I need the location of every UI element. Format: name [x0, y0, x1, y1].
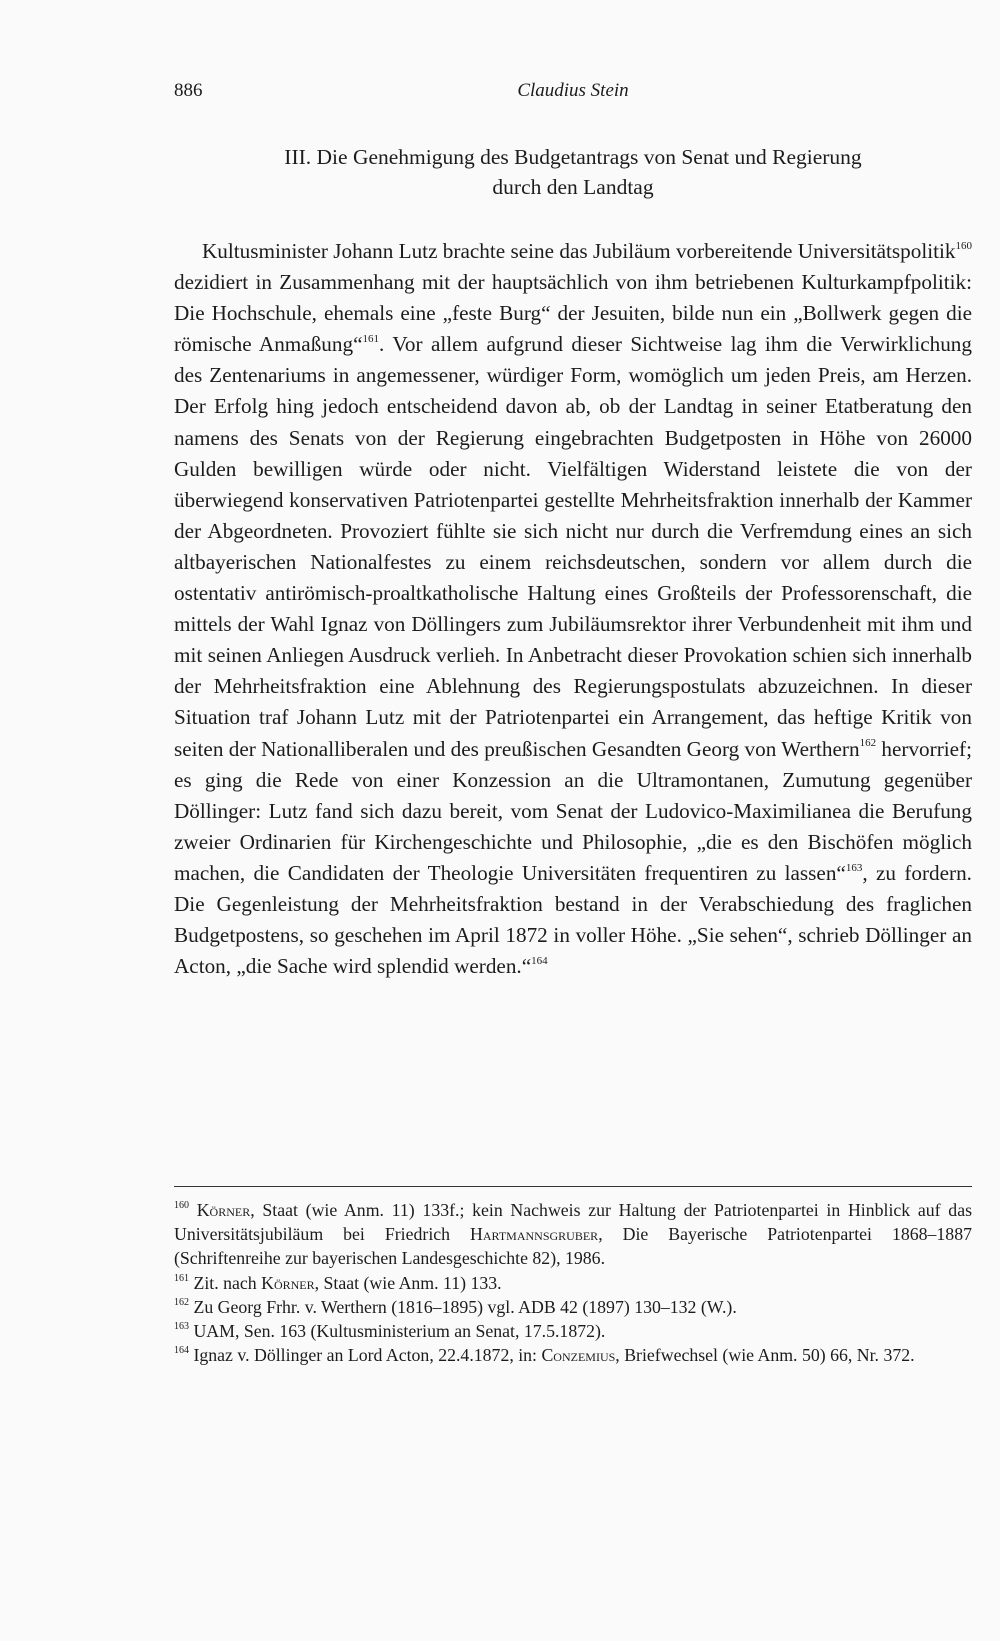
footnote-ref-163: 163: [845, 861, 863, 874]
section-heading-line-1: III. Die Genehmigung des Budgetantrags von Senat und Regierung: [284, 145, 862, 169]
footnote-160: [174, 1198, 972, 1271]
author-name: Körner: [261, 1272, 315, 1293]
body-paragraph: [174, 236, 972, 982]
footnotes: [174, 1198, 972, 1367]
page-number: 886: [174, 80, 203, 101]
footnote-text: Zit. nach: [193, 1272, 262, 1293]
footnote-text: , Die Bayerische Patriotenpartei 1868–1887 (Schriftenreihe zur bayerischen Landesgeschichte 82), 1986.: [174, 1224, 972, 1269]
footnote-number: 162: [174, 1296, 189, 1308]
footnote-163: [174, 1319, 972, 1343]
footnote-text: UAM, Sen. 163 (Kultusministerium an Senat, 17.5.1872).: [193, 1321, 606, 1342]
running-title: Claudius Stein: [517, 80, 629, 101]
footnote-number: 163: [174, 1321, 189, 1333]
section-heading: [174, 142, 972, 202]
body-text-segment: . Vor allem aufgrund dieser Sichtweise lag ihm die Verwirklichung des Zentenariums in angemessener, würdiger Form, womöglich um jeden Preis, am Herzen. Der Erfolg hing jedoch entscheidend davon ab, ob der Landtag in seiner Etatberatung den namens des Senats von der Regierung eingebrachten Budgetposten in Höhe von 26000 Gulden bewilligen würde oder nicht. Vielfältigen Widerstand leistete die von der überwiegend konservativen Patriotenpartei gestellte Mehrheitsfraktion innerhalb der Kammer der Abgeordneten. Provoziert fühlte sie sich nicht nur durch die Verfremdung eines an sich altbayerischen Nationalfestes zu einem reichsdeutschen, sondern vor allem durch die ostentativ antirömisch-proaltkatholische Haltung eines Großteils der Professorenschaft, die mittels der Wahl Ignaz von Döllingers zum Jubiläumsrektor ihrer Verbundenheit mit ihm und mit seinen Anliegen Ausdruck verlieh. In Anbetracht dieser Provokation schien sich innerhalb der Mehrheitsfraktion eine Ablehnung des Regierungspostulats abzuzeichnen. In dieser Situation traf Johann Lutz mit der Patriotenpartei ein Arrangement, das heftige Kritik von seiten der Nationalliberalen und des preußischen Gesandten Georg von Werthern: [174, 332, 972, 761]
footnote-text: , Briefwechsel (wie Anm. 50) 66, Nr. 372.: [615, 1345, 915, 1366]
body-text: [174, 236, 972, 982]
body-text-segment: hervorrief; es ging die Rede von einer Konzession an die Ultramontanen, Zumutung gegenüber Döllinger: Lutz fand sich dazu bereit, vom Senat der Ludovico-Maximilianea die Berufung zweier Ordinarien für Kirchengeschichte und Philosophie, „die es den Bischöfen möglich machen, die Candidaten der Theologie Universitäten frequentiren zu lassen“: [174, 736, 972, 885]
author-name: Hartmannsgruber: [470, 1224, 599, 1245]
footnote-text: Ignaz v. Döllinger an Lord Acton, 22.4.1872, in:: [193, 1345, 542, 1366]
footnote-text: , Staat (wie Anm. 11) 133f.; kein Nachweis zur Haltung der Patriotenpartei in Hinblick auf das Universitätsjubiläum bei Friedrich: [174, 1200, 973, 1245]
running-head: [174, 80, 972, 106]
footnote-ref-164: 164: [531, 955, 548, 968]
author-name: Conzemius: [541, 1345, 616, 1366]
footnote-text: Zu Georg Frhr. v. Werthern (1816–1895) vgl. ADB 42 (1897) 130–132 (W.).: [193, 1296, 737, 1317]
footnote-number: 161: [174, 1272, 189, 1284]
footnote-number: 160: [174, 1200, 189, 1212]
footnote-ref-162: 162: [859, 737, 877, 750]
body-text-segment: , zu fordern. Die Gegenleistung der Mehrheitsfraktion bestand in der Verabschiedung des fraglichen Budgetpostens, so geschehen im April 1872 in voller Höhe. „Sie sehen“, schrieb Döllinger an Acton, „die Sache wird splendid werden.“: [174, 860, 972, 979]
footnote-text: , Staat (wie Anm. 11) 133.: [314, 1272, 502, 1293]
footnote-number: 164: [174, 1345, 189, 1357]
footnote-separator: [174, 1186, 972, 1187]
footnote-ref-160: 160: [955, 239, 972, 252]
footnote-ref-161: 161: [362, 333, 379, 346]
footnote-161: [174, 1271, 972, 1295]
body-text-segment: dezidiert in Zusammenhang mit der hauptsächlich von ihm betriebenen Kulturkampfpolitik: Die Hochschule, ehemals eine „feste Burg“ der Jesuiten, bilde nun ein „Bollwerk gegen die römische Anmaßung“: [174, 270, 972, 357]
section-heading-line-2: durch den Landtag: [492, 175, 654, 199]
body-text-segment: Kultusminister Johann Lutz brachte seine das Jubiläum vorbereitende Universitätspolitik: [202, 239, 956, 263]
author-name: Körner: [196, 1200, 251, 1220]
footnote-162: [174, 1295, 972, 1319]
footnote-164: [174, 1343, 972, 1367]
